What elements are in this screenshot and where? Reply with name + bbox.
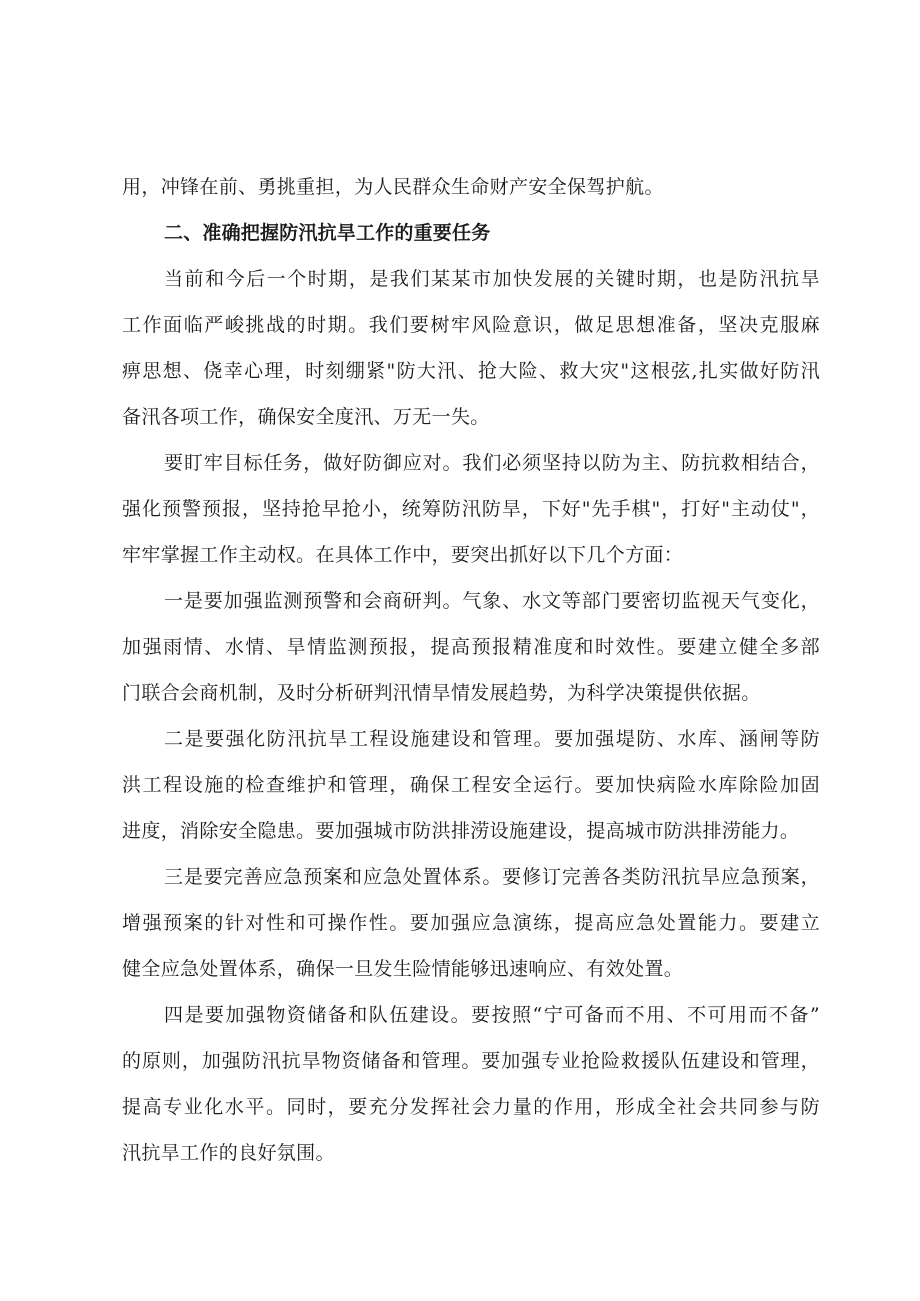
text-line: 用，冲锋在前、勇挑重担，为人民群众生命财产安全保驾护航。: [122, 176, 664, 198]
section-heading-text: 二、准确把握防汛抗旱工作的重要任务: [164, 222, 491, 244]
text-line: 强化预警预报，坚持抢早抢小，统筹防汛防旱，下好"先手棋"，打好"主动仗"，: [122, 498, 820, 520]
section-heading: [122, 210, 820, 256]
text-line: 要盯牢目标任务，做好防御应对。我们必须坚持以防为主、防抗救相结合，: [164, 452, 820, 474]
text-line: 牢牢掌握工作主动权。在具体工作中，要突出抓好以下几个方面：: [122, 544, 684, 566]
text-line: 备汛各项工作，确保安全度汛、万无一失。: [122, 406, 490, 428]
text-line: 提高专业化水平。同时，要充分发挥社会力量的作用，形成全社会共同参与防: [122, 1096, 820, 1118]
text-line: 一是要加强监测预警和会商研判。气象、水文等部门要密切监视天气变化，: [164, 590, 820, 612]
text-line: 的原则，加强防汛抗旱物资储备和管理。要加强专业抢险救援队伍建设和管理，: [122, 1050, 820, 1072]
text-line: 进度，消除安全隐患。要加强城市防洪排涝设施建设，提高城市防洪排涝能力。: [122, 820, 800, 842]
text-line: 当前和今后一个时期，是我们某某市加快发展的关键时期，也是防汛抗旱: [164, 268, 820, 290]
paragraph-point-two: [122, 716, 820, 854]
text-line: 三是要完善应急预案和应急处置体系。要修订完善各类防汛抗旱应急预案，: [164, 866, 820, 888]
paragraph-point-four: [122, 992, 820, 1176]
paragraph-critical-period: [122, 256, 820, 440]
text-line: 增强预案的针对性和可操作性。要加强应急演练，提高应急处置能力。要建立: [122, 912, 820, 934]
text-line: 二是要强化防汛抗旱工程设施建设和管理。要加强堤防、水库、涵闸等防: [164, 728, 820, 750]
text-line: 四是要加强物资储备和队伍建设。要按照“宁可备而不用、不可用而不备”: [164, 1004, 820, 1026]
paragraph-point-three: [122, 854, 820, 992]
text-line: 痹思想、侥幸心理，时刻绷紧"防大汛、抢大险、救大灾"这根弦,扎实做好防汛: [122, 360, 820, 382]
text-line: 洪工程设施的检查维护和管理，确保工程安全运行。要加快病险水库除险加固: [122, 774, 820, 796]
document-body: [122, 164, 820, 1176]
text-line: 工作面临严峻挑战的时期。我们要树牢风险意识，做足思想准备，坚决克服麻: [122, 314, 820, 336]
paragraph-targets: [122, 440, 820, 578]
text-line: 门联合会商机制，及时分析研判汛情旱情发展趋势，为科学决策提供依据。: [122, 682, 761, 704]
paragraph-continuation: [122, 164, 820, 210]
text-line: 汛抗旱工作的良好氛围。: [122, 1142, 335, 1164]
text-line: 健全应急处置体系，确保一旦发生险情能够迅速响应、有效处置。: [122, 958, 684, 980]
text-line: 加强雨情、水情、旱情监测预报，提高预报精准度和时效性。要建立健全多部: [122, 636, 820, 658]
paragraph-point-one: [122, 578, 820, 716]
